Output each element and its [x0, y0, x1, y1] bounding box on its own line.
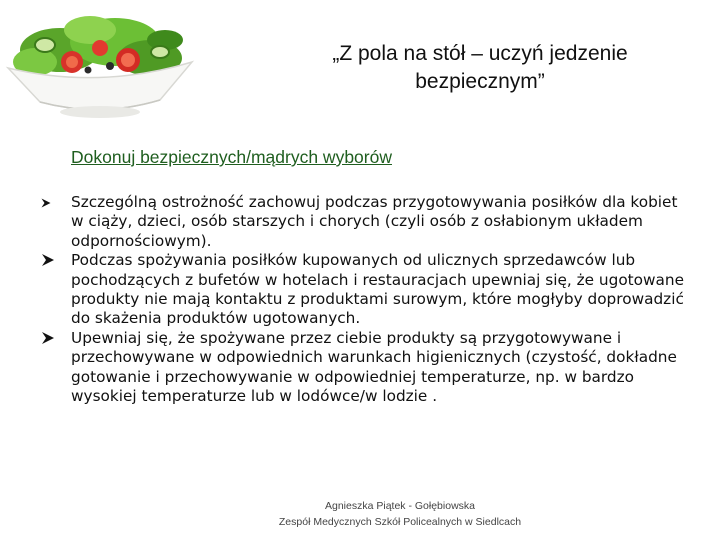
- bullet-list: [40, 193, 690, 406]
- section-subtitle: Dokonuj bezpiecznych/mądrych wyborów: [71, 147, 392, 167]
- arrow-bullet-icon: [40, 330, 56, 346]
- list-item: [40, 193, 690, 251]
- list-item: [40, 329, 690, 407]
- title-line-1: „Z pola na stół – uczyń jedzenie: [332, 42, 628, 65]
- salad-bowl-icon: [0, 0, 200, 125]
- arrow-bullet-icon: [40, 252, 56, 268]
- footer: [200, 498, 600, 530]
- list-item: [40, 251, 690, 329]
- footer-author: Agnieszka Piątek - Gołębiowska: [325, 500, 475, 512]
- arrow-bullet-icon: [40, 197, 52, 209]
- footer-school: Zespół Medycznych Szkół Policealnych w Siedlcach: [278, 516, 522, 528]
- bullet-text: Szczególną ostrożność zachowuj podczas przygotowywania posiłków dla kobiet w ciąży, dzieci, osób starszych i chorych (czyli osób z osłabionym układem odpornościowym).: [71, 193, 678, 250]
- bullet-text: Upewniaj się, że spożywane przez ciebie produkty są przygotowywane i przechowywane w odpowiednich warunkach higienicznych (czystość, dokładne gotowanie i przechowywanie w odpowiedniej temperaturze, np. w bardzo wysokiej temperaturze lub w lodówce/w lodzie .: [71, 328, 677, 406]
- title-line-2: bezpiecznym”: [415, 70, 545, 93]
- bullet-text: Podczas spożywania posiłków kupowanych od ulicznych sprzedawców lub pochodzących z bufetów w hotelach i restauracjach upewniaj się, że ugotowane produkty nie mają kontaktu z produktami surowym, które mogłyby doprowadzić do skażenia produktów ugotowanych.: [71, 251, 685, 328]
- page-title: [300, 40, 660, 96]
